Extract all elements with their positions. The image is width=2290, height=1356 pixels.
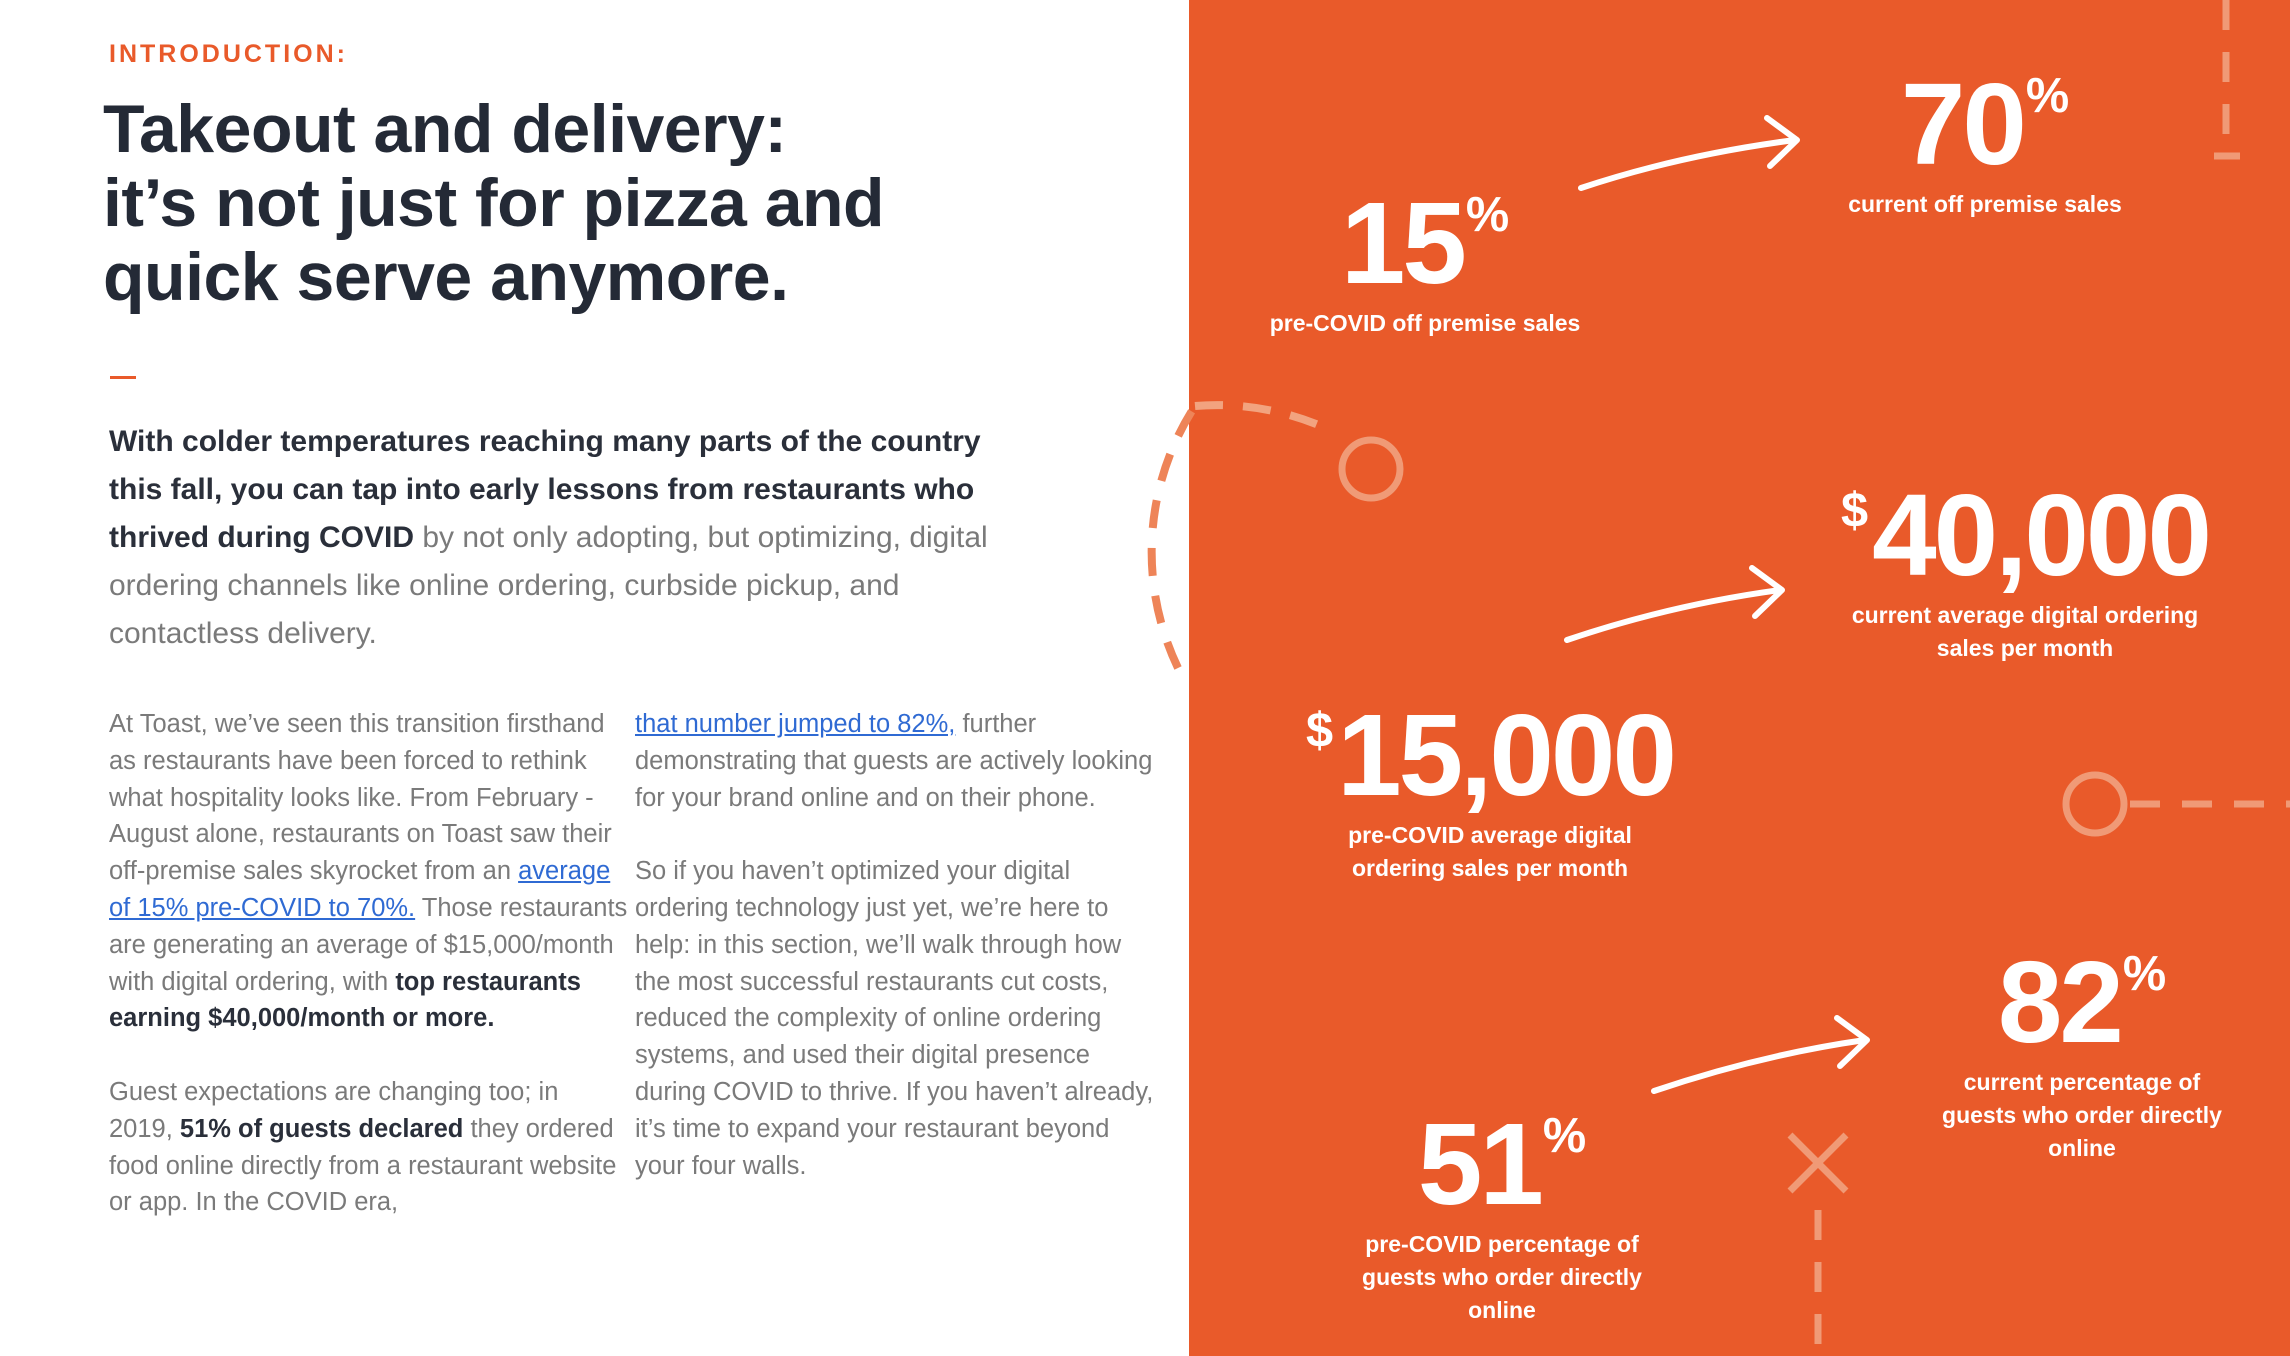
title-line: Takeout and delivery:	[103, 91, 787, 167]
stat-40000	[1780, 470, 2270, 665]
body-text: At Toast, we’ve seen this transition firsthand as restaurants have been forced to rethink what hospitality looks like. From February - August alone, restaurants on Toast saw their off-premise sales skyrocket from an	[109, 710, 612, 886]
body-paragraph: So if you haven’t optimized your digital ordering technology just yet, we’re here to help: in this section, we’ll walk through how the most successful restaurants cut costs, reduced the complexity of online ordering systems, and used their digital presence during COVID to thrive. If you haven’t already, it’s time to expand your restaurant beyond your four walls.	[635, 857, 1154, 1180]
x-mark-icon	[1790, 1135, 1846, 1191]
stat-caption: pre-COVID percentage of guests who order directly online	[1362, 1231, 1642, 1323]
dashed-arc	[1195, 405, 1330, 430]
body-text: they ordered food online directly from a restaurant website or app. In the COVID era,	[109, 1114, 617, 1217]
body-text: Those restaurants are generating an average of $15,000/month with digital ordering, with	[109, 893, 628, 996]
body-bold-text: 51% of guests declared	[179, 1114, 464, 1143]
stat-value: 15%	[1340, 178, 1510, 308]
stat-70-percent	[1785, 59, 2185, 221]
circle-icon	[2066, 775, 2124, 833]
section-eyebrow: INTRODUCTION:	[109, 40, 348, 68]
stat-value: $40,000	[1841, 470, 2209, 600]
title-line: quick serve anymore.	[103, 239, 789, 315]
stat-caption: pre-COVID average digital ordering sales per month	[1348, 822, 1632, 881]
stat-value: 51%	[1417, 1099, 1587, 1229]
stat-value: 70%	[1900, 59, 2070, 189]
stat-caption: pre-COVID off premise sales	[1269, 310, 1581, 336]
body-bold-text: top restaurants earning $40,000/month or more.	[109, 967, 581, 1033]
lead-bold-text: With colder temperatures reaching many parts of the country this fall, you can tap into early lessons from restaurants who thrived during COVID	[109, 425, 981, 554]
stat-value: 82%	[1997, 937, 2167, 1067]
lead-text: by not only adopting, but optimizing, digital ordering channels like online ordering, curbside pickup, and contactless delivery.	[109, 521, 988, 650]
arrow-right-icon	[1567, 568, 1782, 640]
stat-caption: current off premise sales	[1848, 191, 2122, 217]
stat-caption: current percentage of guests who order directly online	[1942, 1069, 2222, 1161]
stat-15-percent	[1225, 178, 1625, 340]
stat-82-percent	[1882, 937, 2282, 1165]
dashed-arc	[1152, 406, 1195, 668]
body-text: Guest expectations are changing too; in 2019,	[109, 1077, 559, 1143]
stat-15000	[1245, 690, 1735, 885]
arrow-right-icon	[1654, 1018, 1867, 1091]
stat-value: $15,000	[1306, 690, 1674, 820]
stat-link-off-premise[interactable]: average of 15% pre-COVID to 70%.	[109, 857, 611, 922]
body-text: further demonstrating that guests are actively looking for your brand online and on their phone.	[635, 710, 1153, 812]
circle-icon	[1342, 440, 1400, 498]
title-line: it’s not just for pizza and	[103, 165, 885, 241]
stat-caption: current average digital ordering sales per month	[1851, 602, 2199, 661]
arrow-right-icon	[1581, 118, 1797, 188]
stat-51-percent	[1302, 1099, 1702, 1327]
stat-link-82-percent[interactable]: that number jumped to 82%,	[635, 710, 956, 738]
